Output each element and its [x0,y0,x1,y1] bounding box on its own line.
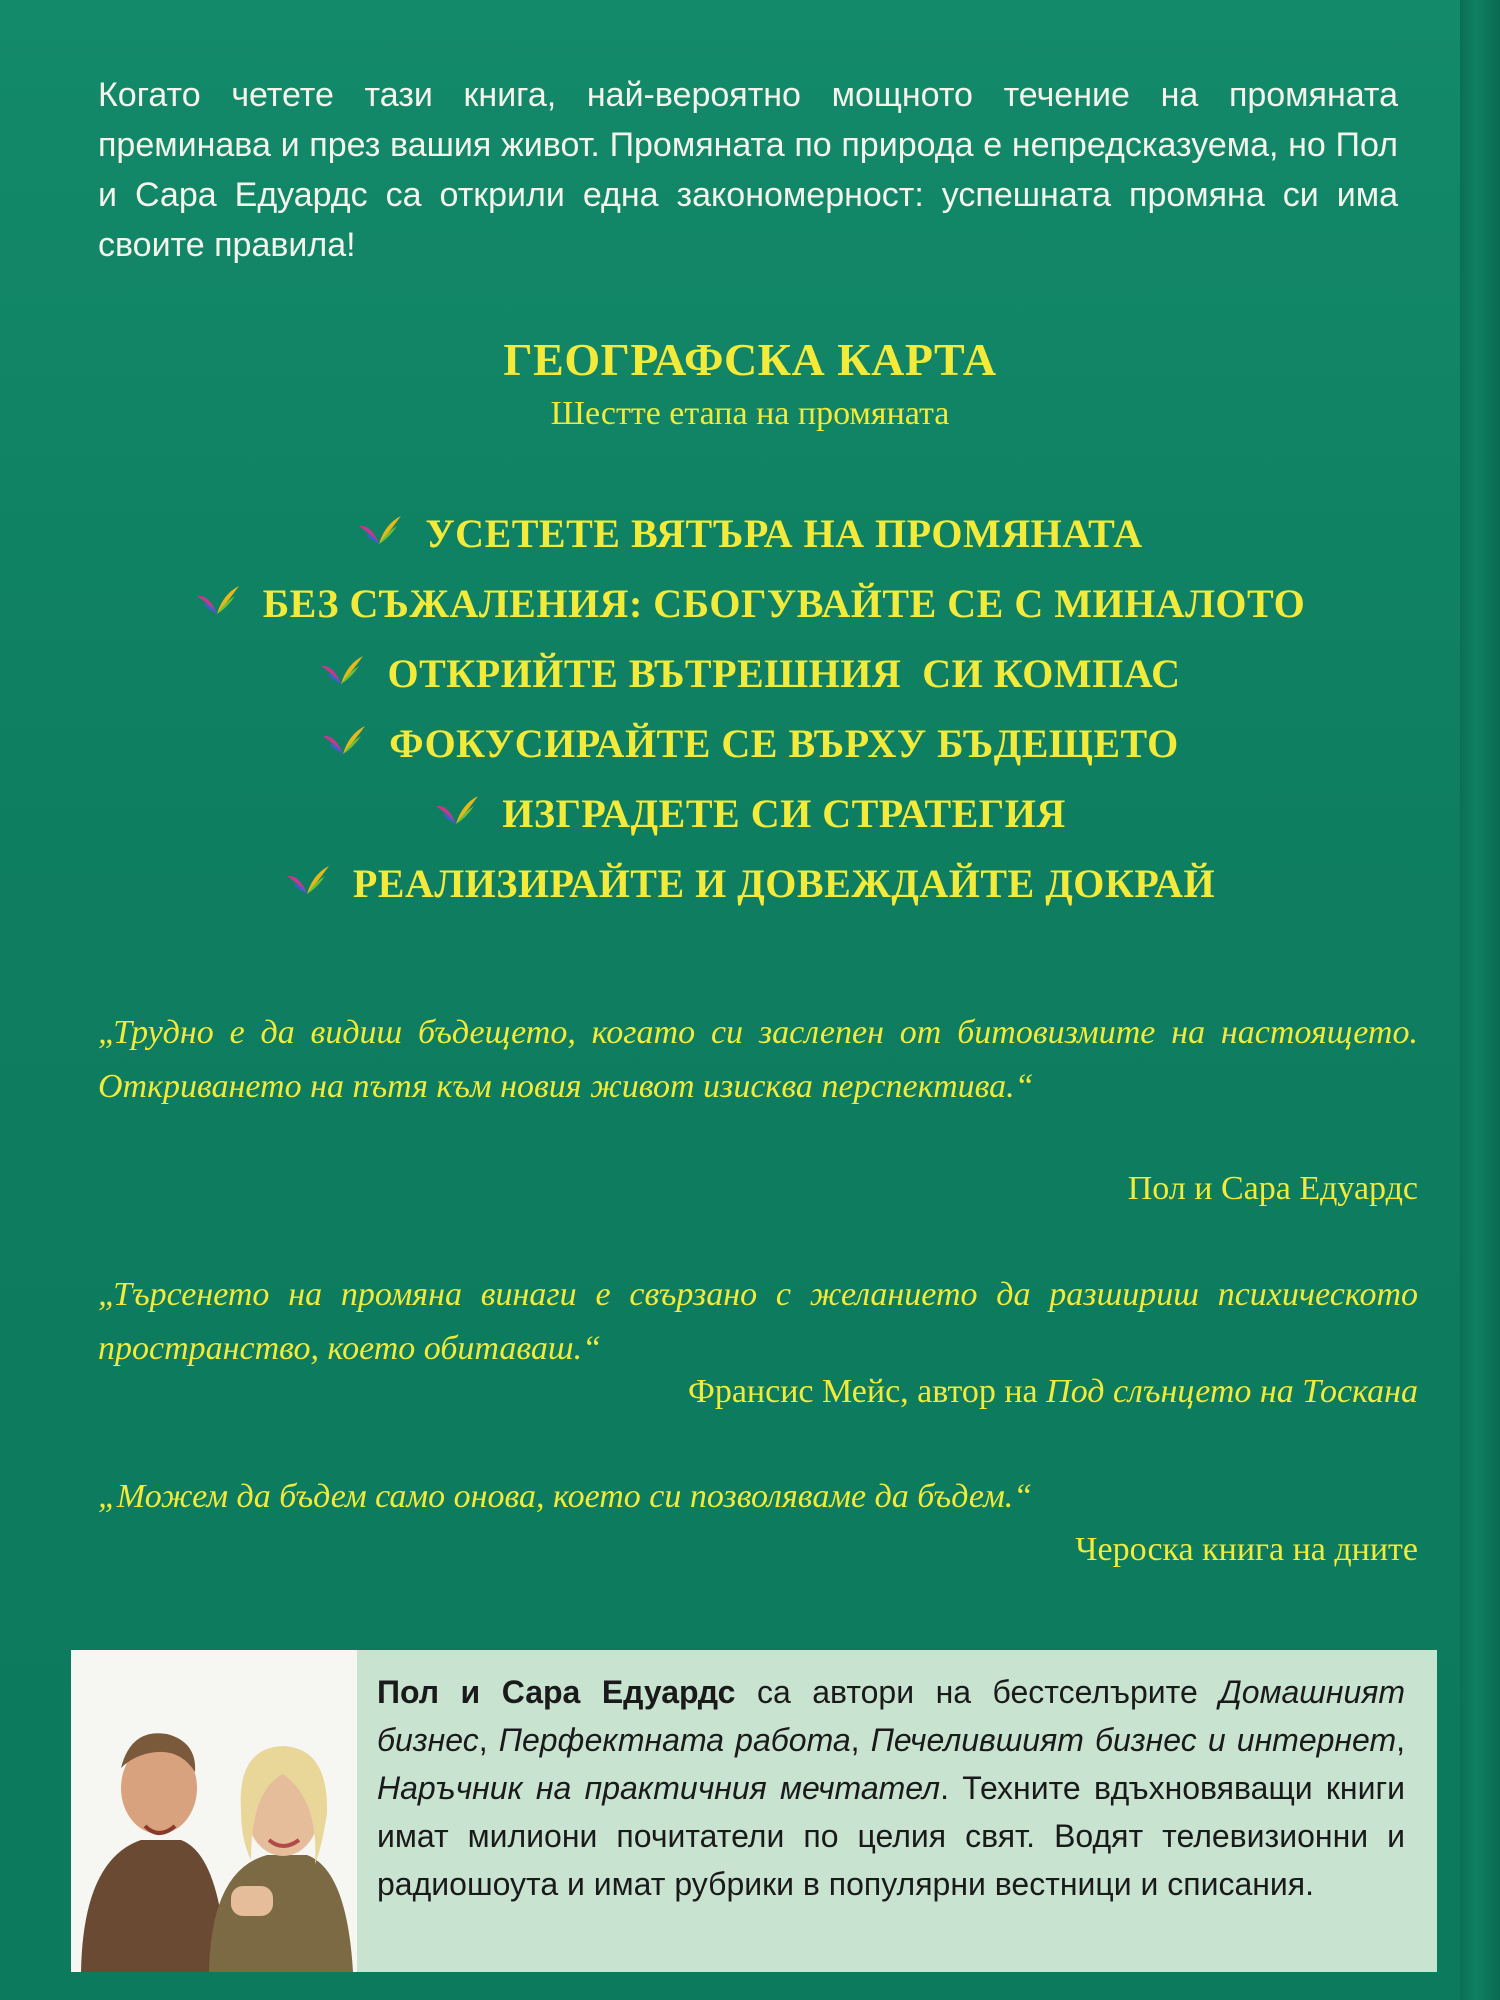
stage-label: УСЕТЕТЕ ВЯТЪРА НА ПРОМЯНАТА [425,510,1143,556]
bird-icon [285,864,331,902]
bio-book-title: Домашният бизнес [377,1674,1406,1758]
stage-label: ИЗГРАДЕТЕ СИ СТРАТЕГИЯ [502,790,1066,836]
bio-separator: , [850,1722,871,1758]
bio-separator: , [478,1722,499,1758]
bird-icon [434,794,480,832]
map-subtitle: Шестте етапа на промяната [550,395,950,432]
quote-text: „Трудно е да видиш бъдещето, когато си заслепен от битовизмите на настоящето. Откриването на пътя към новия живот изисква перспектива.“ [98,1014,1418,1105]
quote-text: „Търсенето на промяна винаги е свързано с желанието да разшириш психическото пространство, което обитаваш.“ [98,1276,1418,1367]
stage-label: ФОКУСИРАЙТЕ СЕ ВЪРХУ БЪДЕЩЕТО [389,720,1179,766]
bird-icon [321,724,367,762]
stages-list [0,498,1500,918]
map-title: ГЕОГРАФСКА КАРТА [503,334,997,385]
quote-author: Чероска книга на дните [1075,1531,1418,1568]
bio-book-title: Перфектната работа [498,1722,851,1758]
author-box [71,1650,1437,1972]
stage-item [0,778,1500,848]
quote-author: Пол и Сара Едуардс [1127,1170,1418,1207]
bio-text: . Техните вдъхновяващи книги имат милиони почитатели по целия свят. Водят телевизионни и радиошоута и имат рубрики в популярни вестници и списания. [377,1770,1406,1902]
bio-text: са автори на бестселърите [735,1674,1220,1710]
quote-text: „Можем да бъдем само онова, което си позволяваме да бъдем.“ [98,1478,1033,1515]
stage-item [0,708,1500,778]
authors-illustration [71,1650,357,1972]
quote-author-name: Франсис Мейс, автор на [687,1373,1047,1410]
stage-item [0,638,1500,708]
bio-book-title: Печелившият бизнес и интернет [870,1722,1397,1758]
book-edge [1460,0,1500,2000]
author-bio [357,1650,1437,1972]
stage-item [0,568,1500,638]
stage-label: РЕАЛИЗИРАЙТЕ И ДОВЕЖДАЙТЕ ДОКРАЙ [352,860,1216,906]
stage-label: ОТКРИЙТЕ ВЪТРЕШНИЯ СИ КОМПАС [387,650,1181,696]
stage-item [0,848,1500,918]
authors-photo [71,1650,357,1972]
bio-book-title: Наръчник на практичния мечтател [377,1770,941,1806]
quote-author [688,1370,1418,1414]
bird-icon [357,514,403,552]
stage-label: БЕЗ СЪЖАЛЕНИЯ: СБОГУВАЙТЕ СЕ С МИНАЛОТО [262,580,1306,626]
bird-icon [319,654,365,692]
bio-author-names: Пол и Сара Едуардс [377,1674,736,1710]
bio-separator: , [1396,1722,1414,1758]
quote-book-title: Под слънцето на Тоскана [1046,1373,1418,1410]
intro-paragraph: Когато четете тази книга, най-вероятно мощното течение на промяната преминава и през вашия живот. Промяната по природа е непредсказуема, но Пол и Сара Едуардс са открили една закономерност: успешната промяна си има своите правила! [98,76,1398,264]
stage-item [0,498,1500,568]
bird-icon [195,584,241,622]
